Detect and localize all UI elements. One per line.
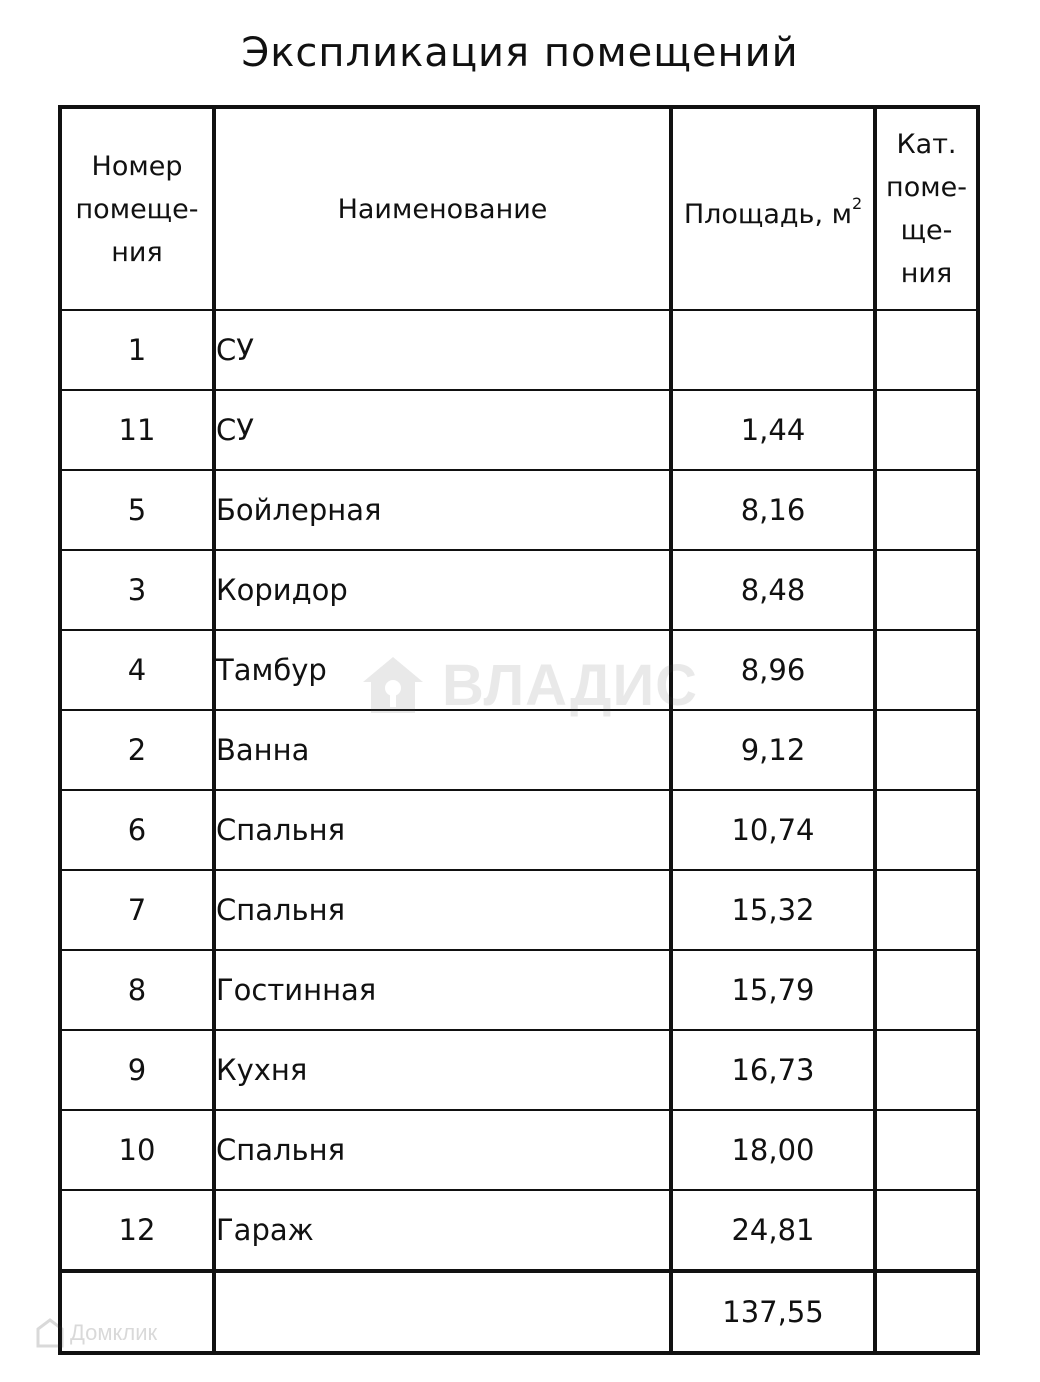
room-number-cell: 9	[60, 1030, 214, 1110]
header-room-number: Номер помеще- ния	[60, 107, 214, 310]
total-row	[60, 1271, 978, 1353]
room-area-cell	[671, 310, 875, 390]
room-name-cell: Ванна	[214, 710, 671, 790]
room-name-cell: Гараж	[214, 1190, 671, 1271]
room-area-cell: 1,44	[671, 390, 875, 470]
table-header-row	[60, 107, 978, 310]
domclick-watermark	[36, 1318, 157, 1348]
room-number-cell: 3	[60, 550, 214, 630]
room-area-cell: 15,79	[671, 950, 875, 1030]
room-area-cell: 16,73	[671, 1030, 875, 1110]
room-category-cell	[875, 790, 978, 870]
room-area-cell: 24,81	[671, 1190, 875, 1271]
room-number-cell: 5	[60, 470, 214, 550]
room-area-cell: 18,00	[671, 1110, 875, 1190]
page-title: Экспликация помещений	[241, 30, 799, 76]
table-row	[60, 310, 978, 390]
table-row	[60, 950, 978, 1030]
room-name-cell: Коридор	[214, 550, 671, 630]
room-number-cell: 1	[60, 310, 214, 390]
table-row	[60, 1190, 978, 1271]
room-category-cell	[875, 470, 978, 550]
room-area-cell: 15,32	[671, 870, 875, 950]
domclick-text: Домклик	[70, 1320, 158, 1345]
room-number-cell: 4	[60, 630, 214, 710]
room-number-cell: 10	[60, 1110, 214, 1190]
explication-table	[58, 105, 980, 1355]
room-number-cell: 11	[60, 390, 214, 470]
room-area-cell: 8,96	[671, 630, 875, 710]
room-category-cell	[875, 870, 978, 950]
room-area-cell: 9,12	[671, 710, 875, 790]
table-row	[60, 550, 978, 630]
room-name-cell: СУ	[214, 310, 671, 390]
room-name-cell: Кухня	[214, 1030, 671, 1110]
table-row	[60, 630, 978, 710]
room-category-cell	[875, 390, 978, 470]
room-name-cell: Спальня	[214, 1110, 671, 1190]
domclick-logo-icon	[36, 1318, 64, 1348]
room-number-cell: 6	[60, 790, 214, 870]
room-name-cell: СУ	[214, 390, 671, 470]
table-row	[60, 1030, 978, 1110]
header-room-category: Кат. поме- ще- ния	[875, 107, 978, 310]
table-row	[60, 870, 978, 950]
room-number-cell: 2	[60, 710, 214, 790]
room-number-cell: 12	[60, 1190, 214, 1271]
total-category-cell	[875, 1271, 978, 1353]
table-row	[60, 470, 978, 550]
room-name-cell: Спальня	[214, 870, 671, 950]
room-category-cell	[875, 950, 978, 1030]
room-area-cell: 10,74	[671, 790, 875, 870]
room-name-cell: Бойлерная	[214, 470, 671, 550]
room-area-cell: 8,16	[671, 470, 875, 550]
room-category-cell	[875, 1030, 978, 1110]
room-number-cell: 8	[60, 950, 214, 1030]
room-category-cell	[875, 630, 978, 710]
room-category-cell	[875, 310, 978, 390]
table-row	[60, 390, 978, 470]
table-row	[60, 710, 978, 790]
total-area-cell: 137,55	[671, 1271, 875, 1353]
room-name-cell: Спальня	[214, 790, 671, 870]
watermark-text: ВЛАДИС	[442, 652, 699, 718]
room-name-cell: Гостинная	[214, 950, 671, 1030]
room-category-cell	[875, 710, 978, 790]
room-area-cell: 8,48	[671, 550, 875, 630]
room-category-cell	[875, 1110, 978, 1190]
room-number-cell: 7	[60, 870, 214, 950]
room-category-cell	[875, 550, 978, 630]
room-category-cell	[875, 1190, 978, 1271]
total-name-cell	[214, 1271, 671, 1353]
header-area: Площадь, $м^2$	[671, 107, 875, 310]
table-row	[60, 790, 978, 870]
table-row	[60, 1110, 978, 1190]
header-room-name: Наименование	[214, 107, 671, 310]
room-name-cell: Тамбур	[214, 630, 671, 710]
